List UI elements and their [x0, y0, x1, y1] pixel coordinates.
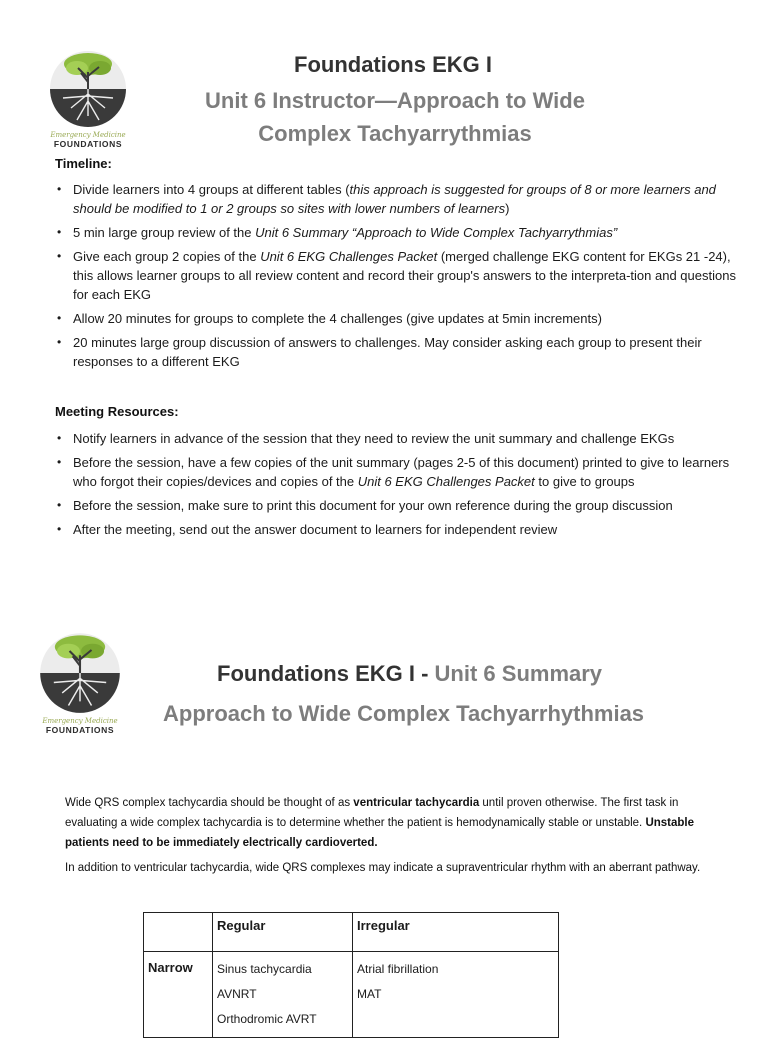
timeline-list	[55, 180, 743, 376]
list-item: Sinus tachycardia	[217, 962, 312, 976]
intro-text-unstable: Unstable patients need to be immediately electrically cardioverted.	[65, 817, 695, 849]
list-item	[55, 180, 743, 218]
list-item-text: (merged challenge EKG content for EKGs 21 -24), this allows learner groups to all review content and record their group's answers to the interpreta-tion and questions for each EKG	[73, 249, 736, 302]
list-item-text: Before the session, make sure to print this document for your own reference during the group discussion	[73, 498, 673, 513]
summary-subtitle: Approach to Wide Complex Tachyarrhythmias	[163, 701, 645, 726]
table-cell-regular	[213, 952, 353, 1038]
table-row	[144, 952, 559, 1038]
list-item-text: Unit 6 EKG Challenges Packet	[357, 474, 535, 489]
list-item-text: Before the session, have a few copies of the unit summary (pages 2-5 of this document) printed to give to learners who forgot their copies/devices and copies of the	[73, 455, 730, 489]
list-item-text: Notify learners in advance of the session that they need to review the unit summary and challenge EKGs	[73, 431, 675, 446]
list-item-text: 20 minutes large group discussion of answers to challenges. May consider asking each group to present their responses to a different EKG	[73, 335, 702, 369]
list-item	[55, 429, 743, 448]
intro-text-1: Wide QRS complex tachycardia should be thought of as	[65, 797, 354, 809]
list-item-text: to give to groups	[534, 474, 635, 489]
list-item	[55, 496, 743, 515]
summary-title-main: Foundations EKG I -	[217, 661, 435, 686]
logo-script: Emergency Medicine	[42, 717, 118, 725]
intro-text-2: until proven otherwise. The first task in evaluating a wide complex tachycardia is to determine whether the patient is hemodynamically stable or unstable.	[65, 797, 679, 829]
page-subtitle-line2: Complex Tachyarrythmias	[258, 121, 532, 146]
page-title: Foundations EKG I	[294, 52, 492, 77]
logo-wordmark: FOUNDATIONS	[45, 725, 115, 735]
aberrant-paragraph: In addition to ventricular tachycardia, wide QRS complexes may indicate a supraventricular rhythm with an aberrant pathway.	[65, 862, 701, 874]
list-item	[55, 247, 743, 304]
list-item-text: Unit 6 EKG Challenges Packet	[260, 249, 438, 264]
list-item-text: Give each group 2 copies of the	[73, 249, 261, 264]
list-item-text: Unit 6 Summary “Approach to Wide Complex Tachyarrythmias”	[255, 225, 618, 240]
list-item: AVNRT	[217, 987, 257, 1001]
list-item-text: )	[505, 201, 510, 216]
list-item: Atrial fibrillation	[357, 962, 439, 976]
timeline-heading: Timeline:	[55, 156, 112, 171]
list-item	[55, 309, 743, 328]
resources-heading: Meeting Resources:	[55, 404, 179, 419]
list-item	[55, 333, 743, 371]
intro-text-vt: ventricular tachycardia	[353, 797, 480, 809]
list-item-text: Allow 20 minutes for groups to complete the 4 challenges (give updates at 5min increments)	[73, 311, 602, 326]
table-row-label: Narrow	[144, 952, 213, 1038]
foundations-logo	[42, 46, 134, 149]
summary-title	[217, 661, 602, 687]
list-item-text: After the meeting, send out the answer document to learners for independent review	[73, 522, 558, 537]
list-item: Orthodromic AVRT	[217, 1012, 317, 1026]
tree-icon	[47, 46, 129, 130]
list-item-text: Divide learners into 4 groups at different tables (	[73, 182, 350, 197]
foundations-logo-2	[34, 628, 126, 735]
summary-title-unit: Unit 6 Summary	[434, 661, 603, 686]
list-item: MAT	[357, 987, 382, 1001]
list-item	[55, 453, 743, 491]
list-item	[55, 223, 743, 242]
page-subtitle-line1: Unit 6 Instructor—Approach to Wide	[205, 88, 585, 113]
tree-icon	[36, 628, 124, 716]
intro-paragraph	[65, 793, 715, 853]
logo-wordmark: FOUNDATIONS	[53, 139, 123, 149]
table-header-irregular: Irregular	[353, 913, 559, 952]
list-item-text: this approach is suggested for groups of 8 or more learners and should be modified to 1 or 2 groups so sites with lower numbers of learners	[73, 182, 716, 216]
rhythm-table	[143, 912, 559, 1038]
table-header-row	[144, 913, 559, 952]
table-cell-irregular	[353, 952, 559, 1038]
logo-script: Emergency Medicine	[50, 131, 126, 139]
list-item	[55, 520, 743, 539]
list-item-text: 5 min large group review of the	[73, 225, 256, 240]
table-header-regular: Regular	[213, 913, 353, 952]
table-header-empty	[144, 913, 213, 952]
resources-list	[55, 429, 743, 544]
